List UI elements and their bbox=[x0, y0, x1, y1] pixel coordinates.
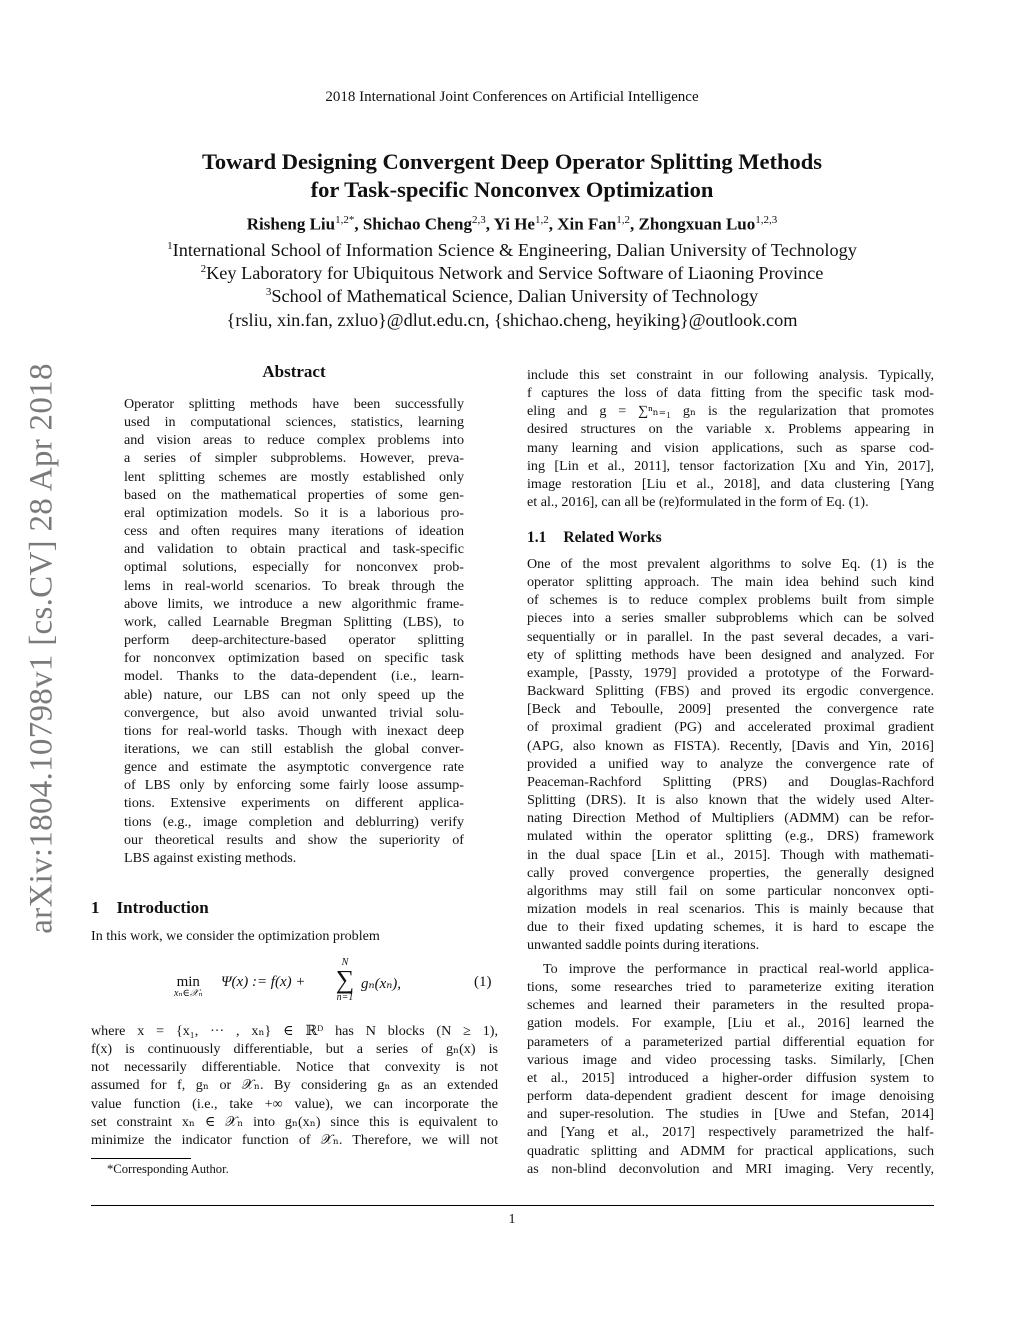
author-affiliation-marker: 1,2,3 bbox=[755, 214, 778, 226]
paper-title bbox=[112, 148, 912, 204]
text-line: tions. Extensive experiments on different applica- bbox=[124, 795, 464, 812]
author-affiliation-marker: 1,2 bbox=[616, 214, 631, 226]
text-line: lems in real-world scenarios. To break through the bbox=[124, 577, 464, 594]
right-col-top bbox=[527, 366, 934, 511]
related-works-body bbox=[527, 555, 934, 954]
subsection-related-works-heading: 1.1 Related Works bbox=[527, 529, 662, 546]
author-affiliation-marker: 1,2* bbox=[335, 214, 355, 226]
text-line: not necessarily differentiable. Notice that convexity is not bbox=[91, 1059, 498, 1076]
text-line: our theoretical results and show the superiority of bbox=[124, 831, 464, 848]
abstract-heading: Abstract bbox=[262, 362, 326, 381]
text-line: ing [Lin et al., 2011], tensor factorization [Xu and Yin, 2017], bbox=[527, 457, 934, 474]
author-name: Risheng Liu bbox=[246, 214, 336, 234]
improve-body bbox=[527, 960, 934, 1178]
text-line: Operator splitting methods have been successfully bbox=[124, 396, 464, 412]
text-line: perform deep-architecture-based operator splitting bbox=[124, 632, 464, 649]
text-line: model. Thanks to the data-dependent (i.e., learn- bbox=[124, 668, 464, 685]
text-line: set constraint xₙ ∈ 𝒳ₙ into gₙ(xₙ) since this is equivalent to bbox=[91, 1113, 498, 1130]
text-line: perform data-dependent gradient descent for image denoising bbox=[527, 1088, 934, 1105]
section-introduction-heading: 1 Introduction bbox=[91, 898, 209, 917]
author-emails: {rsliu, xin.fan, zxluo}@dlut.edu.cn, {shichao.cheng, heyiking}@outlook.com bbox=[226, 310, 798, 330]
footnote-rule bbox=[91, 1158, 191, 1159]
text-line: many learning and vision applications, such as sparse cod- bbox=[527, 439, 934, 456]
text-line: provided a unified way to analyze the convergence rate of bbox=[527, 755, 934, 772]
text-line: ety of splitting methods have been designed and analyzed. For bbox=[527, 646, 934, 663]
text-line: in the dual space [Lin et al., 2015]. Though with mathemati- bbox=[527, 846, 934, 863]
text-line: sequentially or in parallel. In the past several decades, a vari- bbox=[527, 628, 934, 645]
text-line: desired structures on the variable x. Problems appearing in bbox=[527, 421, 934, 438]
text-line: various image and video processing tasks. Similarly, [Chen bbox=[527, 1051, 934, 1068]
text-line: used in computational sciences, statistics, learning bbox=[124, 414, 464, 431]
footer-rule bbox=[91, 1205, 934, 1206]
arxiv-id: arXiv:1804.10798v1 [cs.CV] 28 Apr 2018 bbox=[23, 363, 60, 934]
text-line: above limits, we introduce a new algorithmic frame- bbox=[124, 595, 464, 612]
title-line-1: Toward Designing Convergent Deep Operator Splitting Methods bbox=[201, 149, 822, 174]
title-line-2: for Task-specific Nonconvex Optimization bbox=[310, 177, 714, 202]
author-list bbox=[80, 214, 944, 235]
venue-header: 2018 International Joint Conferences on Artificial Intelligence bbox=[325, 89, 699, 105]
author-affiliation-marker: 2,3 bbox=[471, 214, 486, 226]
page-number: 1 bbox=[508, 1212, 516, 1227]
text-line: due to their fixed updating schemes, it is hard to escape the bbox=[527, 919, 934, 936]
text-line: (APG, also known as FISTA). Recently, [Davis and Yin, 2016] bbox=[527, 737, 934, 754]
text-line: iterations, we can still establish the global conver- bbox=[124, 740, 464, 757]
text-line: cess and often requires many iterations of ideation bbox=[124, 523, 464, 540]
text-line: of schemes is to reduce complex problems built from simple bbox=[527, 592, 934, 609]
text-line: and vision areas to reduce complex problems into bbox=[124, 432, 464, 449]
affiliation-1: $^1$International School of Information Science & Engineering, Dalian University of Technology bbox=[167, 240, 857, 261]
affiliation-2: $^2$Key Laboratory for Ubiquitous Network and Service Software of Liaoning Province bbox=[200, 263, 824, 284]
author-separator: , bbox=[485, 214, 494, 234]
text-line: image restoration [Liu et al., 2018], and data clustering [Yang bbox=[527, 475, 934, 492]
text-line: mulated within the operator splitting (e.g., DRS) framework bbox=[527, 828, 934, 845]
text-line: eling and g = ∑ⁿₙ₌₁ gₙ is the regularization that promotes bbox=[527, 403, 934, 420]
author-separator: , bbox=[548, 214, 558, 234]
text-line: of LBS only by enforcing some fairly loose assump- bbox=[124, 777, 464, 794]
text-line: Splitting (DRS). It is also known that the widely used Alter- bbox=[527, 792, 934, 809]
text-line: To improve the performance in practical real-world applica- bbox=[543, 961, 934, 977]
intro-lead: In this work, we consider the optimization problem bbox=[91, 928, 380, 944]
text-line: f captures the loss of data fitting from the specific task mod- bbox=[527, 385, 934, 402]
text-line: et al., 2016], can all be (re)formulated in the form of Eq. (1). bbox=[527, 494, 869, 511]
text-line: value function (i.e., take +∞ value), we can incorporate the bbox=[91, 1095, 498, 1112]
text-line: work, called Learnable Bregman Splitting (LBS), to bbox=[124, 613, 464, 630]
text-line: f(x) is continuously differentiable, but a series of gₙ(x) is bbox=[91, 1041, 498, 1058]
author-name: Zhongxuan Luo bbox=[638, 214, 756, 234]
author-separator: , bbox=[354, 214, 363, 234]
text-line: parameters of a parameterized partial differential equation for bbox=[527, 1033, 934, 1050]
text-line: minimize the indicator function of 𝒳ₙ. Therefore, we will not bbox=[91, 1131, 498, 1148]
text-line: eral optimization models. So it is a laborious pro- bbox=[124, 504, 464, 521]
text-line: Backward Splitting (FBS) and proved its ergodic convergence. bbox=[527, 683, 934, 700]
text-line: and super-resolution. The studies in [Uwe and Stefan, 2014] bbox=[527, 1106, 934, 1123]
text-line: example, [Passty, 1979] provided a prototype of the Forward- bbox=[527, 664, 934, 681]
equation-number: (1) bbox=[474, 974, 492, 990]
text-line: convergence, but also avoid unwanted trivial solu- bbox=[124, 704, 464, 721]
text-line: tions for real-world tasks. Though with inexact deep bbox=[124, 722, 464, 739]
footnote-corresponding: *Corresponding Author. bbox=[107, 1162, 229, 1176]
text-line: tions, some researches tried to parameterize exiting iteration bbox=[527, 979, 934, 996]
text-line: algorithms may still fail on some particular nonconvex opti- bbox=[527, 882, 934, 899]
text-line: assumed for f, gₙ or 𝒳ₙ. By considering gₙ as an extended bbox=[91, 1077, 498, 1094]
text-line: schemes and learned their parameters in the resulted propa- bbox=[527, 997, 934, 1014]
text-line: nating Direction Method of Multipliers (ADMM) can be refor- bbox=[527, 810, 934, 827]
author-affiliation-marker: 1,2 bbox=[534, 214, 549, 226]
text-line: operator splitting approach. The main idea behind such kind bbox=[527, 574, 934, 591]
text-line: a series of simpler subproblems. However, preva- bbox=[124, 450, 464, 467]
text-line: et al., 2015] introduced a higher-order diffusion system to bbox=[527, 1069, 934, 1086]
text-line: based on the mathematical properties of some gen- bbox=[124, 486, 464, 503]
text-line: One of the most prevalent algorithms to solve Eq. (1) is the bbox=[527, 556, 934, 572]
equation-body: Ψ(x) := f(x) + bbox=[221, 974, 306, 990]
text-line: Peaceman-Rachford Splitting (PRS) and Douglas-Rachford bbox=[527, 773, 934, 790]
text-line: able) nature, our LBS can not only speed up the bbox=[124, 686, 464, 703]
affiliation-3: $^3$School of Mathematical Science, Dalian University of Technology bbox=[265, 286, 759, 307]
text-line: as non-blind deconvolution and MRI imaging. Very recently, bbox=[527, 1160, 934, 1177]
text-line: optimal solutions, especially for nonconvex prob- bbox=[124, 559, 464, 576]
abstract-body bbox=[124, 395, 464, 867]
author-name: Shichao Cheng bbox=[362, 214, 472, 234]
text-line: for nonconvex optimization based on specific task bbox=[124, 650, 464, 667]
text-line: unwanted saddle points during iterations. bbox=[527, 937, 760, 954]
text-line: include this set constraint in our following analysis. Typically, bbox=[527, 367, 934, 383]
equation-tail: gₙ(xₙ), bbox=[361, 976, 402, 992]
author-name: Yi He bbox=[493, 214, 535, 234]
equation-min: min xₙ∈𝒳ₙ bbox=[174, 974, 203, 999]
text-line: tions (e.g., image completion and deblurring) verify bbox=[124, 813, 464, 830]
text-line: mization models in real scenarios. This is mainly because that bbox=[527, 900, 934, 917]
equation-sum: N ∑ n=1 bbox=[335, 957, 355, 1003]
text-line: LBS against existing methods. bbox=[124, 849, 297, 866]
equation-1 bbox=[91, 955, 498, 1011]
author-separator: , bbox=[630, 214, 639, 234]
author-name: Xin Fan bbox=[557, 214, 617, 234]
text-line: and [Yang et al., 2017] respectively parametrized the half- bbox=[527, 1124, 934, 1141]
text-line: lent splitting schemes are mostly established only bbox=[124, 468, 464, 485]
text-line: [Beck and Teboulle, 2009] presented the convergence rate bbox=[527, 701, 934, 718]
text-line: gence and estimate the asymptotic convergence rate bbox=[124, 759, 464, 776]
text-line: cally proved convergence properties, the generally designed bbox=[527, 864, 934, 881]
text-line: and validation to obtain practical and task-specific bbox=[124, 541, 464, 558]
text-line: pieces into a series smaller subproblems which can be solved bbox=[527, 610, 934, 627]
text-line: gation models. For example, [Liu et al., 2016] learned the bbox=[527, 1015, 934, 1032]
text-line: where x = {x₁, ··· , xₙ} ∈ ℝᴰ has N blocks (N ≥ 1), bbox=[91, 1023, 498, 1039]
text-line: of proximal gradient (PG) and accelerated proximal gradient bbox=[527, 719, 934, 736]
intro-body bbox=[91, 1022, 498, 1149]
text-line: quadratic splitting and ADMM for practical applications, such bbox=[527, 1142, 934, 1159]
